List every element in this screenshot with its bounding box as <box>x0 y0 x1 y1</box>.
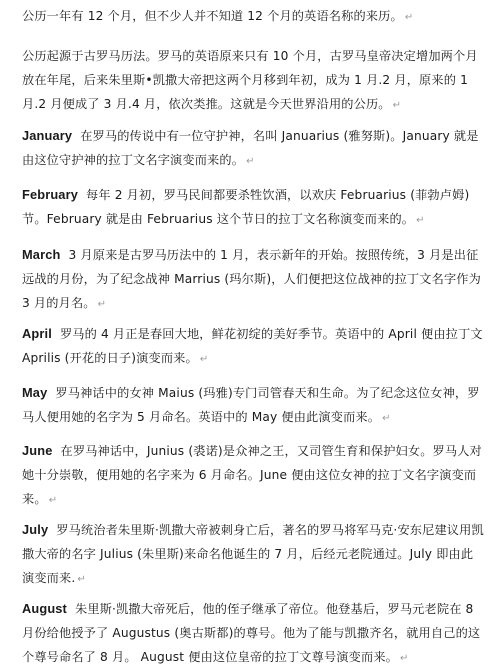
paragraph-mark-icon: ↵ <box>48 495 58 506</box>
paragraph-text: 每年 2 月初，罗马民间都要杀牲饮酒，以欢庆 Februarius (菲勃卢姆)节。February 就是由 Februarius 这个节日的拉丁文名称演变而来的。 <box>22 188 470 226</box>
month-keyword: February <box>22 187 78 202</box>
month-keyword: June <box>22 443 53 458</box>
paragraph-calendar-origin <box>22 44 484 118</box>
paragraph-text: 公历起源于古罗马历法。罗马的英语原来只有 10 个月，古罗马皇帝决定增加两个月放在年尾，后来朱里斯•凯撒大帝把这两个月移到年初，成为 1 月.2 月，原来的 1 月.2 月便成了 3 月.4 月，依次类推。这就是今天世界沿用的公历。 <box>22 49 478 111</box>
paragraph-text: 朱里斯·凯撒大帝死后，他的侄子继承了帝位。他登基后，罗马元老院在 8 月份给他授予了 Augustus (奥古斯都)的尊号。他为了能与凯撒齐名，就用自己的这个尊号命名了 8 月。 August 便由这位皇帝的拉丁文尊号演变而来。 <box>22 602 481 664</box>
month-keyword: July <box>22 522 49 537</box>
paragraph-text: 3 月原来是古罗马历法中的 1 月，表示新年的开始。按照传统，3 月是出征远战的月份，为了纪念战神 Marrius (玛尔斯)，人们便把这位战神的拉丁文名字作为 3 月的月名。 <box>22 248 481 310</box>
month-keyword: August <box>22 601 67 616</box>
paragraph-mark-icon: ↵ <box>382 413 391 424</box>
paragraph-august <box>22 597 484 671</box>
month-keyword: January <box>22 128 73 143</box>
paragraph-june <box>22 439 484 513</box>
paragraph-january <box>22 124 484 174</box>
paragraph-text: 罗马神话中的女神 Maius (玛雅)专门司管春天和生命。为了纪念这位女神，罗马人便用她的名字为 5 月命名。英语中的 May 便由此演变而来。 <box>22 386 480 424</box>
paragraph-text: 在罗马神话中，Junius (裘诺)是众神之王，又司管生育和保护妇女。罗马人对她十分崇敬，便用她的名字来为 6 月命名。June 便由这位女神的拉丁文名字演变而来。 <box>22 444 482 506</box>
month-keyword: April <box>22 326 52 341</box>
paragraph-mark-icon: ↵ <box>246 156 255 167</box>
paragraph-text: 罗马统治者朱里斯·凯撒大帝被刺身亡后，著名的罗马将军马克·安东尼建议用凯撒大帝的名字 Julius (朱里斯)来命名他诞生的 7 月，后经元老院通过。July 即由此演变而来. <box>22 523 484 585</box>
paragraph-mark-icon: ↵ <box>392 100 402 111</box>
paragraph-july <box>22 518 484 592</box>
paragraph-may <box>22 381 484 431</box>
paragraph-april <box>22 322 484 372</box>
paragraph-mark-icon: ↵ <box>404 12 414 23</box>
paragraph-text: 在罗马的传说中有一位守护神，名叫 Januarius (雅努斯)。January 就是由这位守护神的拉丁文名字演变而来的。 <box>22 129 479 167</box>
paragraph-mark-icon: ↵ <box>400 653 409 664</box>
month-keyword: May <box>22 385 48 400</box>
paragraph-february <box>22 183 484 233</box>
paragraph-intro <box>22 4 484 30</box>
paragraph-mark-icon: ↵ <box>199 354 209 365</box>
paragraph-mark-icon: ↵ <box>416 215 425 226</box>
paragraph-march <box>22 243 484 317</box>
month-keyword: March <box>22 247 61 262</box>
paragraph-mark-icon: ↵ <box>77 574 86 585</box>
paragraph-mark-icon: ↵ <box>97 299 107 310</box>
paragraph-text: 公历一年有 12 个月，但不少人并不知道 12 个月的英语名称的来历。 <box>22 9 403 23</box>
paragraph-text: 罗马的 4 月正是春回大地，鲜花初绽的美好季节。英语中的 April 便由拉丁文 Aprilis (开花的日子)演变而来。 <box>22 327 483 365</box>
